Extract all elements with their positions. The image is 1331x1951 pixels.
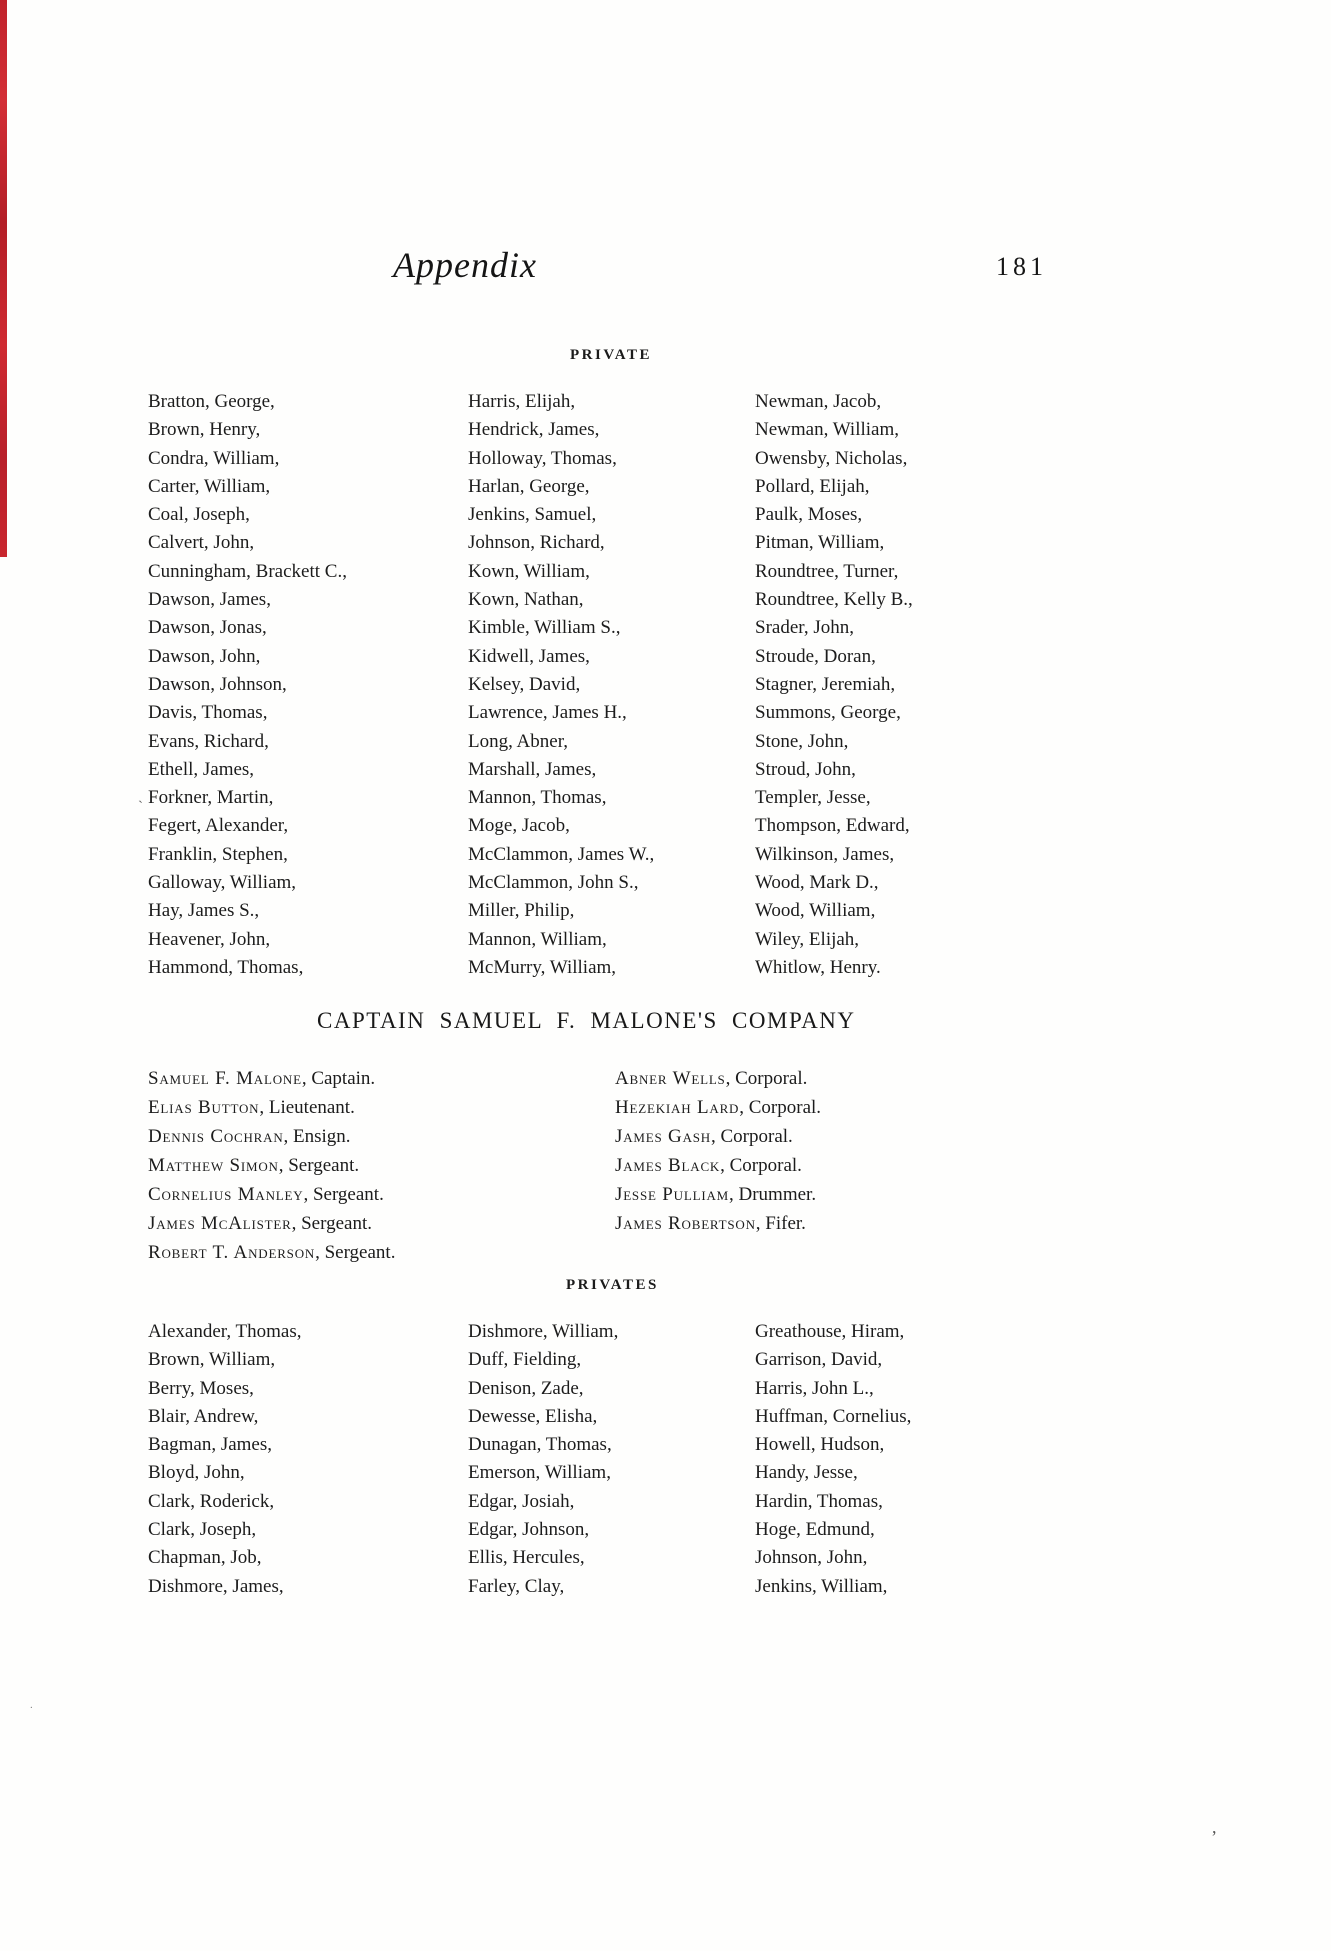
roster-name: Huffman, Cornelius, bbox=[755, 1405, 912, 1427]
officer-rank: , Sergeant. bbox=[303, 1184, 384, 1205]
roster-name: Blair, Andrew, bbox=[148, 1405, 259, 1427]
roster-name: Kown, William, bbox=[468, 560, 590, 582]
officer-entry bbox=[148, 1238, 395, 1267]
roster-column bbox=[148, 1318, 301, 1601]
page-title: Appendix bbox=[393, 245, 537, 285]
officer-rank: , Lieutenant. bbox=[259, 1097, 355, 1118]
roster-name: Jenkins, William, bbox=[755, 1575, 888, 1597]
roster-name: Berry, Moses, bbox=[148, 1377, 254, 1399]
roster-name: Forkner, Martin, bbox=[148, 787, 274, 809]
roster-column bbox=[468, 388, 654, 982]
officer-rank: , Captain. bbox=[301, 1068, 376, 1089]
roster-name: Bratton, George, bbox=[148, 391, 275, 412]
officer-rank: , Corporal. bbox=[720, 1155, 802, 1176]
roster-name: Wood, William, bbox=[755, 900, 876, 922]
roster-name: Edgar, Josiah, bbox=[468, 1490, 575, 1512]
scan-speck: ˋ bbox=[138, 799, 143, 815]
roster-name: Thompson, Edward, bbox=[755, 815, 910, 837]
roster-name: Johnson, Richard, bbox=[468, 532, 605, 554]
roster-name: Kimble, William S., bbox=[468, 617, 621, 639]
officer-rank: , Corporal. bbox=[739, 1097, 822, 1118]
officer-name: Hezekiah Lard bbox=[615, 1097, 740, 1118]
officer-name: Samuel F. Malone bbox=[148, 1068, 302, 1089]
roster-name: Whitlow, Henry. bbox=[755, 956, 881, 978]
roster-name: Long, Abner, bbox=[468, 730, 569, 752]
roster-name: Stagner, Jeremiah, bbox=[755, 673, 896, 695]
roster-name: Hammond, Thomas, bbox=[148, 956, 304, 978]
roster-name: Newman, Jacob, bbox=[755, 391, 882, 412]
roster-name: Miller, Philip, bbox=[468, 900, 575, 922]
roster-name: Harris, John L., bbox=[755, 1377, 874, 1399]
roster-name: Pitman, William, bbox=[755, 532, 885, 554]
roster-name: Dunagan, Thomas, bbox=[468, 1434, 612, 1456]
roster-name: Wilkinson, James, bbox=[755, 843, 895, 865]
roster-name: Stone, John, bbox=[755, 730, 849, 752]
roster-name: Evans, Richard, bbox=[148, 730, 269, 752]
officer-entry bbox=[615, 1151, 821, 1180]
officer-entry bbox=[148, 1093, 395, 1122]
roster-name: Dewesse, Elisha, bbox=[468, 1405, 598, 1427]
officer-rank: , Ensign. bbox=[283, 1126, 351, 1147]
roster-name: Summons, George, bbox=[755, 702, 901, 724]
officer-rank: , Corporal. bbox=[725, 1068, 808, 1089]
officer-entry bbox=[615, 1180, 821, 1209]
roster-name: Clark, Roderick, bbox=[148, 1490, 275, 1512]
roster-name: Jenkins, Samuel, bbox=[468, 504, 597, 526]
roster-name: Fegert, Alexander, bbox=[148, 815, 289, 837]
roster-name: Srader, John, bbox=[755, 617, 854, 639]
roster-name: Farley, Clay, bbox=[468, 1575, 565, 1597]
roster-name: Coal, Joseph, bbox=[148, 504, 250, 526]
roster-name: Mannon, William, bbox=[468, 928, 607, 950]
roster-name: Dawson, James, bbox=[148, 589, 271, 611]
roster-name: Denison, Zade, bbox=[468, 1377, 584, 1399]
roster-name: Ethell, James, bbox=[148, 758, 255, 780]
officer-name: James Robertson bbox=[615, 1213, 756, 1234]
officer-entry bbox=[148, 1180, 395, 1209]
roster-name: Moge, Jacob, bbox=[468, 815, 570, 837]
roster-name: Bloyd, John, bbox=[148, 1462, 245, 1484]
roster-name: Dishmore, James, bbox=[148, 1575, 284, 1597]
officer-name: Robert T. Anderson bbox=[148, 1242, 316, 1263]
roster-name: Calvert, John, bbox=[148, 532, 255, 554]
roster-name: Hay, James S., bbox=[148, 900, 260, 922]
roster-name: Cunningham, Brackett C., bbox=[148, 560, 347, 582]
roster-name: Garrison, David, bbox=[755, 1349, 883, 1371]
roster-name: Mannon, Thomas, bbox=[468, 787, 607, 809]
officer-rank: , Fifer. bbox=[755, 1213, 806, 1234]
roster-name: Lawrence, James H., bbox=[468, 702, 627, 724]
officers-list-left bbox=[148, 1064, 395, 1267]
officer-entry bbox=[148, 1151, 395, 1180]
roster-name: Roundtree, Turner, bbox=[755, 560, 899, 582]
roster-name: Holloway, Thomas, bbox=[468, 447, 617, 469]
roster-name: Brown, Henry, bbox=[148, 419, 261, 441]
officer-rank: , Sergeant. bbox=[291, 1213, 372, 1234]
roster-name: Howell, Hudson, bbox=[755, 1434, 885, 1456]
officer-name: Abner Wells bbox=[615, 1068, 726, 1089]
officer-name: Jesse Pulliam bbox=[615, 1184, 729, 1205]
roster-name: Kelsey, David, bbox=[468, 673, 581, 695]
roster-name: Templer, Jesse, bbox=[755, 787, 871, 809]
page-number: 181 bbox=[996, 252, 1047, 281]
roster-name: Harris, Elijah, bbox=[468, 391, 576, 412]
roster-name: Pollard, Elijah, bbox=[755, 475, 870, 497]
roster-name: Stroud, John, bbox=[755, 758, 856, 780]
roster-name: Chapman, Job, bbox=[148, 1547, 262, 1569]
roster-name: Carter, William, bbox=[148, 475, 271, 497]
roster-name: Dawson, Johnson, bbox=[148, 673, 287, 695]
officer-name: James Gash bbox=[615, 1126, 711, 1147]
roster-name: McClammon, John S., bbox=[468, 872, 639, 894]
roster-name: Paulk, Moses, bbox=[755, 504, 863, 526]
section-heading-private: PRIVATE bbox=[570, 347, 652, 363]
roster-name: Roundtree, Kelly B., bbox=[755, 589, 913, 611]
roster-name: Condra, William, bbox=[148, 447, 280, 469]
roster-column bbox=[755, 1318, 911, 1601]
officer-entry bbox=[148, 1122, 395, 1151]
roster-name: Brown, William, bbox=[148, 1349, 276, 1371]
roster-name: Stroude, Doran, bbox=[755, 645, 876, 667]
roster-name: Alexander, Thomas, bbox=[148, 1321, 302, 1342]
roster-name: Clark, Joseph, bbox=[148, 1519, 257, 1541]
roster-name: Dawson, John, bbox=[148, 645, 261, 667]
scan-speck: . bbox=[30, 1699, 33, 1711]
officer-entry bbox=[615, 1122, 821, 1151]
officer-name: Dennis Cochran bbox=[148, 1126, 284, 1147]
roster-name: Davis, Thomas, bbox=[148, 702, 268, 724]
officer-entry bbox=[615, 1209, 821, 1238]
scan-edge-artifact bbox=[0, 0, 7, 557]
roster-name: Heavener, John, bbox=[148, 928, 271, 950]
section-heading-privates: PRIVATES bbox=[566, 1277, 659, 1293]
roster-name: McMurry, William, bbox=[468, 956, 617, 978]
officer-name: Elias Button bbox=[148, 1097, 260, 1118]
roster-column bbox=[148, 388, 347, 982]
roster-name: McClammon, James W., bbox=[468, 843, 655, 865]
roster-name: Marshall, James, bbox=[468, 758, 597, 780]
roster-name: Bagman, James, bbox=[148, 1434, 273, 1456]
roster-name: Hendrick, James, bbox=[468, 419, 600, 441]
officer-name: Cornelius Manley bbox=[148, 1184, 304, 1205]
officer-rank: , Sergeant. bbox=[315, 1242, 396, 1263]
roster-name: Harlan, George, bbox=[468, 475, 590, 497]
roster-name: Hardin, Thomas, bbox=[755, 1490, 883, 1512]
officer-rank: , Drummer. bbox=[729, 1184, 817, 1205]
roster-name: Greathouse, Hiram, bbox=[755, 1321, 905, 1342]
roster-name: Kown, Nathan, bbox=[468, 589, 584, 611]
roster-name: Kidwell, James, bbox=[468, 645, 590, 667]
officers-list-right bbox=[615, 1064, 821, 1238]
roster-name: Handy, Jesse, bbox=[755, 1462, 858, 1484]
scan-speck: , bbox=[1212, 1817, 1217, 1837]
roster-name: Edgar, Johnson, bbox=[468, 1519, 590, 1541]
roster-name: Johnson, John, bbox=[755, 1547, 868, 1569]
roster-name: Wiley, Elijah, bbox=[755, 928, 860, 950]
roster-name: Dawson, Jonas, bbox=[148, 617, 267, 639]
company-heading: CAPTAIN SAMUEL F. MALONE'S COMPANY bbox=[317, 1008, 856, 1033]
officer-name: James McAlister bbox=[148, 1213, 292, 1234]
officer-name: James Black bbox=[615, 1155, 721, 1176]
roster-name: Ellis, Hercules, bbox=[468, 1547, 585, 1569]
officer-entry bbox=[148, 1064, 395, 1093]
officer-name: Matthew Simon bbox=[148, 1155, 279, 1176]
roster-name: Emerson, William, bbox=[468, 1462, 611, 1484]
officer-entry bbox=[615, 1064, 821, 1093]
roster-column bbox=[755, 388, 913, 982]
roster-name: Wood, Mark D., bbox=[755, 872, 879, 894]
roster-name: Hoge, Edmund, bbox=[755, 1519, 875, 1541]
roster-column bbox=[468, 1318, 618, 1601]
officer-entry bbox=[615, 1093, 821, 1122]
roster-name: Owensby, Nicholas, bbox=[755, 447, 908, 469]
officer-entry bbox=[148, 1209, 395, 1238]
roster-name: Galloway, William, bbox=[148, 872, 297, 894]
roster-name: Newman, William, bbox=[755, 419, 899, 441]
roster-name: Dishmore, William, bbox=[468, 1321, 619, 1342]
roster-name: Duff, Fielding, bbox=[468, 1349, 582, 1371]
roster-name: Franklin, Stephen, bbox=[148, 843, 288, 865]
officer-rank: , Corporal. bbox=[711, 1126, 793, 1147]
officer-rank: , Sergeant. bbox=[278, 1155, 360, 1176]
